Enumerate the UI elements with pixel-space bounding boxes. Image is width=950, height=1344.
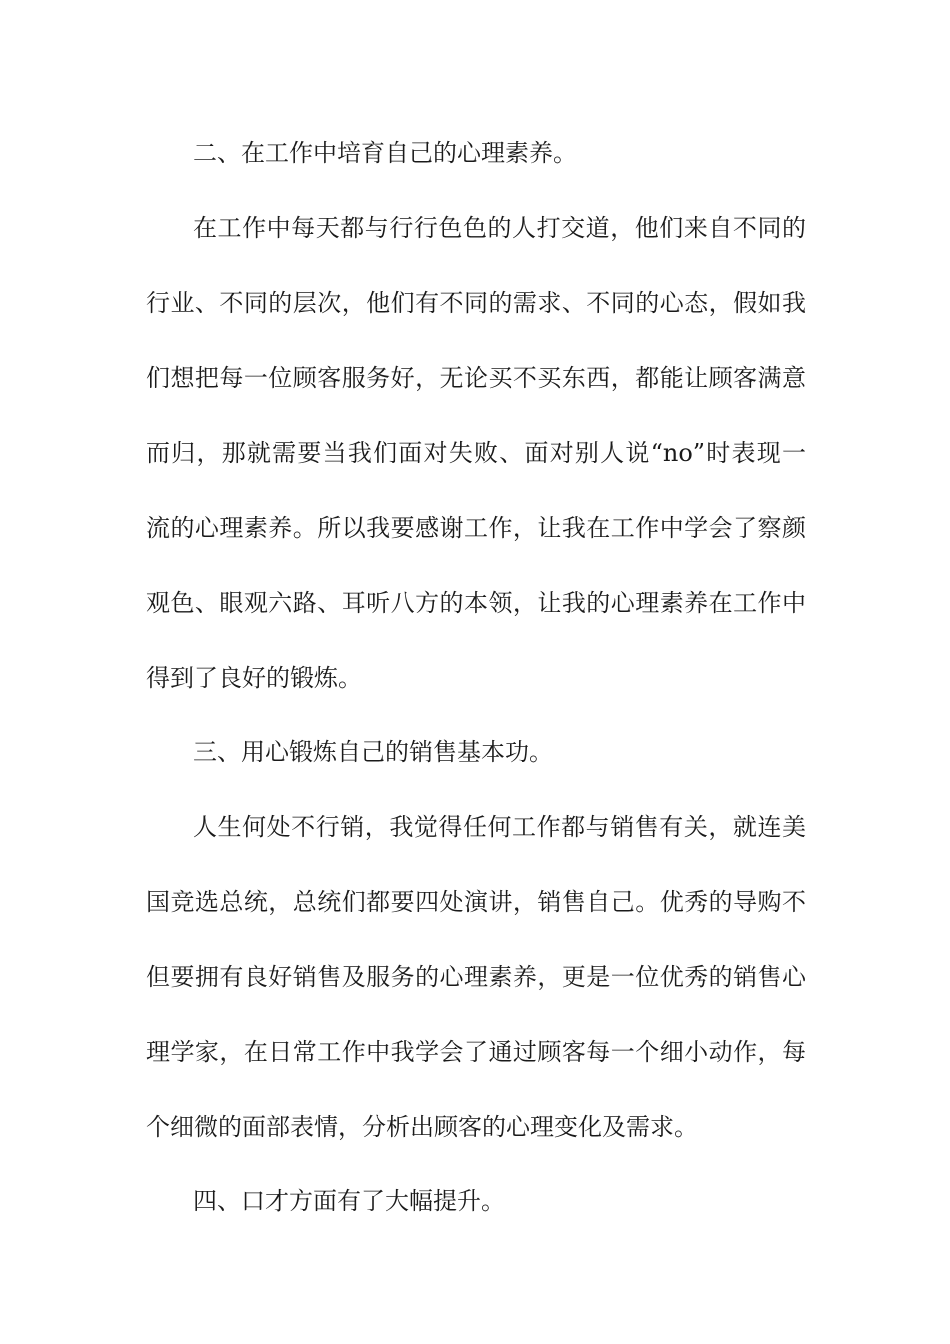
paragraph-line: 在工作中每天都与行行色色的人打交道，他们来自不同的 [193,214,806,242]
paragraph-line: 行业、不同的层次，他们有不同的需求、不同的心态，假如我 [146,289,806,317]
paragraph-line: 国竞选总统，总统们都要四处演讲，销售自己。优秀的导购不 [146,888,806,916]
paragraph-line: 但要拥有良好销售及服务的心理素养，更是一位优秀的销售心 [146,963,806,991]
section-heading-2: 二、在工作中培育自己的心理素养。 [193,139,577,167]
paragraph-line: 流的心理素养。所以我要感谢工作，让我在工作中学会了察颜 [146,514,806,542]
section-heading-4: 四、口才方面有了大幅提升。 [193,1187,505,1215]
paragraph-line: 个细微的面部表情，分析出顾客的心理变化及需求。 [146,1113,698,1141]
paragraph-line: 得到了良好的锻炼。 [146,664,362,692]
paragraph-line: 人生何处不行销，我觉得任何工作都与销售有关，就连美 [193,813,806,841]
paragraph-line: 而归，那就需要当我们面对失败、面对别人说“no”时表现一 [146,439,806,467]
paragraph-line: 理学家，在日常工作中我学会了通过顾客每一个细小动作，每 [146,1038,806,1066]
section-heading-3: 三、用心锻炼自己的销售基本功。 [193,738,553,766]
paragraph-line: 观色、眼观六路、耳听八方的本领，让我的心理素养在工作中 [146,589,806,617]
paragraph-line: 们想把每一位顾客服务好，无论买不买东西，都能让顾客满意 [146,364,806,392]
